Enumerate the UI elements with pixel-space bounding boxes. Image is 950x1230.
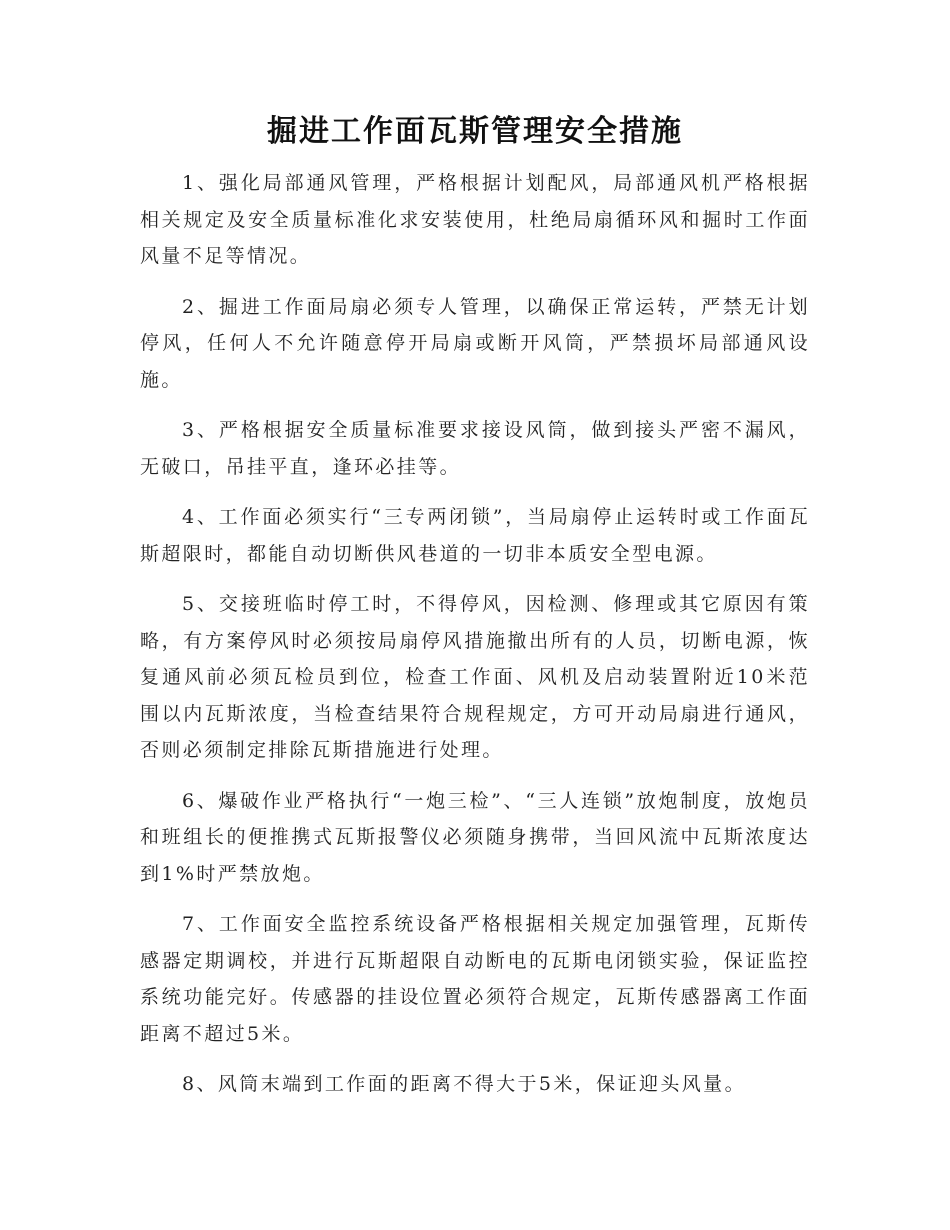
paragraph-6: 6、爆破作业严格执行“一炮三检”、“三人连锁”放炮制度，放炮员和班组长的便推携式瓦斯报警仪必须随身携带，当回风流中瓦斯浓度达到1%时严禁放炮。 xyxy=(140,789,810,885)
paragraph-1: 1、强化局部通风管理，严格根据计划配风，局部通风机严格根据相关规定及安全质量标准化求安装使用，杜绝局扇循环风和掘时工作面风量不足等情况。 xyxy=(140,172,810,267)
paragraph-7: 7、工作面安全监控系统设备严格根据相关规定加强管理，瓦斯传感器定期调校，并进行瓦斯超限自动断电的瓦斯电闭锁实验，保证监控系统功能完好。传感器的挂设位置必须符合规定，瓦斯传感器离工作面距离不超过5米。 xyxy=(140,913,810,1045)
document-title: 掘进工作面瓦斯管理安全措施 xyxy=(267,114,683,149)
document-body xyxy=(140,165,810,1117)
paragraph-5: 5、交接班临时停工时，不得停风，因检测、修理或其它原因有策略，有方案停风时必须按局扇停风措施撤出所有的人员，切断电源，恢复通风前必须瓦检员到位，检查工作面、风机及启动装置附近10米范围以内瓦斯浓度，当检查结果符合规程规定，方可开动局扇进行通风，否则必须制定排除瓦斯措施进行处理。 xyxy=(140,593,810,761)
paragraph-4: 4、工作面必须实行“三专两闭锁”，当局扇停止运转时或工作面瓦斯超限时，都能自动切断供风巷道的一切非本质安全型电源。 xyxy=(140,506,810,565)
paragraph-3: 3、严格根据安全质量标准要求接设风筒，做到接头严密不漏风，无破口，吊挂平直，逢环必挂等。 xyxy=(140,419,810,478)
paragraph-8: 8、风筒末端到工作面的距离不得大于5米，保证迎头风量。 xyxy=(182,1073,746,1095)
paragraph-2: 2、掘进工作面局扇必须专人管理，以确保正常运转，严禁无计划停风，任何人不允许随意停开局扇或断开风筒，严禁损坏局部通风设施。 xyxy=(140,295,810,391)
